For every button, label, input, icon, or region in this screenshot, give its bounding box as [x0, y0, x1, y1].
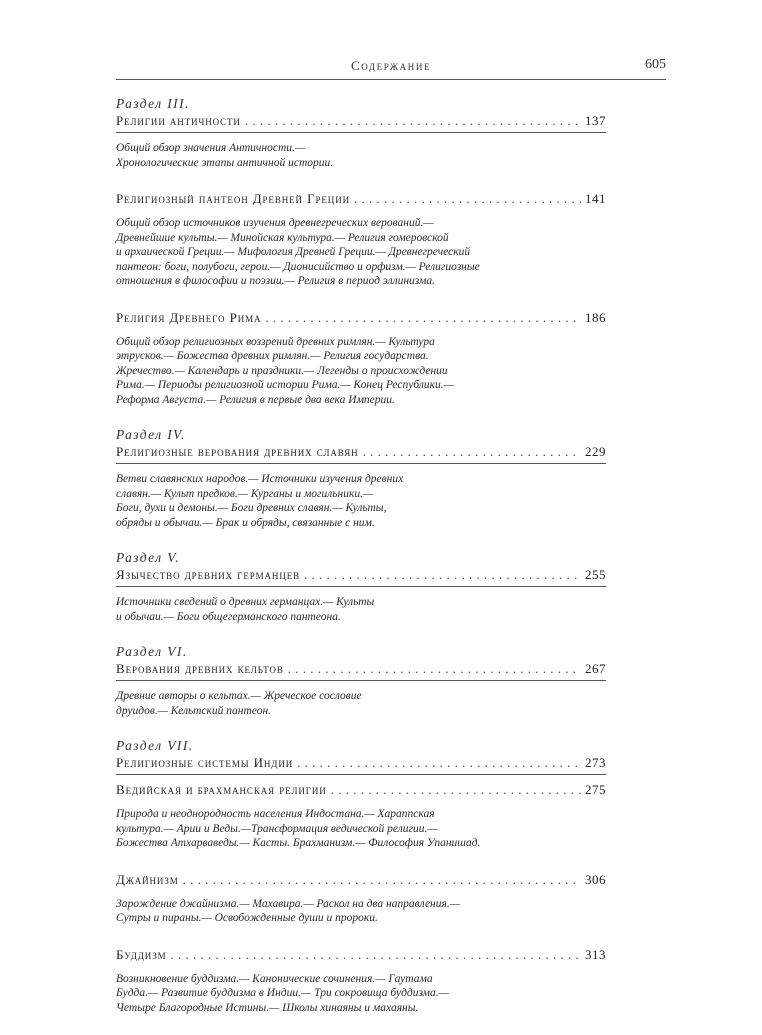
page-number: 605 — [645, 57, 666, 72]
section-label: Раздел IV. — [116, 427, 186, 442]
toc-line[interactable] — [116, 190, 606, 208]
description-line: Общий обзор источников изучения древнегреческих верований.— — [116, 217, 434, 229]
dot-leader — [331, 781, 581, 799]
description-line: славян.— Культ предков.— Курганы и могильники.— — [116, 487, 374, 500]
toc-title[interactable]: Религиозный пантеон Древней Греции — [116, 191, 351, 206]
toc-page-number: 186 — [585, 309, 606, 325]
toc-line[interactable] — [116, 443, 606, 464]
toc-page-number: 229 — [585, 444, 606, 459]
description-line: и архаической Греции.— Мифология Древней Греции.— Древнегреческий — [116, 246, 471, 258]
toc-title[interactable]: Буддизм — [116, 946, 167, 962]
toc-entry — [116, 427, 606, 530]
description-line: отношения в философии и поэзии.— Религия в период эллинизма. — [116, 275, 435, 287]
dot-leader — [171, 946, 581, 964]
description-line: Хронологические этапы античной истории. — [116, 156, 334, 169]
toc-page-number: 306 — [585, 871, 606, 887]
description-line: Четыре Благородные Истины.— Школы хинаяны и махаяны. — [116, 1001, 419, 1014]
header-rule — [116, 79, 666, 80]
dot-leader — [265, 309, 581, 327]
description-line: Источники сведений о древних германцах.— Культы — [116, 596, 375, 608]
description-line: Древнейшие культы.— Минойская культура.— Религия гомеровской — [116, 231, 449, 244]
toc-title[interactable]: Ведийская и брахманская религии — [116, 782, 327, 797]
dot-leader — [245, 112, 581, 130]
section-label: Раздел VII. — [116, 738, 194, 753]
toc-title[interactable]: Религии античности — [116, 113, 241, 128]
description-line: Рима.— Периоды религиозной истории Рима.— Конец Республики.— — [116, 379, 454, 391]
toc-description — [116, 595, 491, 624]
description-line: Возникновение буддизма.— Канонические сочинения.— Гаутама — [116, 972, 433, 985]
toc-entry — [116, 946, 606, 1016]
toc-entry — [116, 871, 606, 926]
dot-leader — [354, 190, 581, 208]
toc-line[interactable] — [116, 660, 606, 681]
toc-description — [116, 897, 491, 926]
description-line: Природа и неоднородность населения Индостана.— Хараппская — [116, 808, 435, 820]
dot-leader — [297, 754, 581, 772]
toc-entry — [116, 550, 606, 624]
toc-entry — [116, 781, 606, 851]
description-line: Общий обзор значения Античности.— — [116, 142, 306, 154]
description-line: Жречество.— Календарь и праздники.— Легенды о происхождении — [116, 364, 448, 377]
toc-title[interactable]: Религиозные верования древних славян — [116, 444, 359, 459]
toc-entry — [116, 96, 606, 170]
toc-description — [116, 807, 491, 851]
toc-line[interactable] — [116, 566, 606, 587]
description-line: Древние авторы о кельтах.— Жреческое сословие — [116, 690, 362, 702]
description-line: Зарождение джайнизма.— Махавира.— Раскол на два направления.— — [116, 897, 460, 910]
toc-page-number: 273 — [585, 755, 606, 770]
dot-leader — [363, 443, 581, 461]
toc-description — [116, 972, 491, 1016]
running-title: Содержание — [350, 58, 432, 73]
section-label: Раздел VI. — [116, 644, 188, 659]
toc-entry — [116, 738, 606, 775]
section-label: Раздел V. — [116, 550, 180, 565]
toc-line[interactable] — [116, 754, 606, 775]
toc-page-number: 255 — [585, 567, 606, 582]
toc-line[interactable] — [116, 112, 606, 133]
toc-description — [116, 335, 491, 408]
description-line: этрусков.— Божества древних римлян.— Религия государства. — [116, 350, 429, 362]
table-of-contents — [116, 96, 606, 1035]
dot-leader — [304, 566, 581, 584]
description-line: Будда.— Развитие буддизма в Индии.— Три сокровища буддизма.— — [116, 987, 449, 999]
toc-description — [116, 472, 491, 530]
toc-page-number: 267 — [585, 661, 606, 676]
description-line: культура.— Арии и Веды.—Трансформация ведической религии.— — [116, 822, 438, 835]
toc-page-number: 275 — [585, 782, 606, 797]
toc-entry — [116, 644, 606, 718]
description-line: обряды и обычаи.— Брак и обряды, связанные с ним. — [116, 516, 375, 529]
section-label: Раздел III. — [116, 96, 190, 111]
description-line: Ветви славянских народов.— Источники изучения древних — [116, 473, 404, 485]
toc-entry — [116, 309, 606, 408]
dot-leader — [288, 660, 581, 678]
toc-line[interactable] — [116, 871, 606, 889]
toc-title[interactable]: Религия Древнего Рима — [116, 309, 262, 325]
toc-title[interactable]: Язычество древних германцев — [116, 567, 301, 582]
toc-line[interactable] — [116, 781, 606, 799]
dot-leader — [183, 871, 581, 889]
description-line: Божества Атхарваведы.— Касты. Брахманизм.— Философия Упанишад. — [116, 837, 481, 849]
description-line: Боги, духи и демоны.— Боги древних славян.— Культы, — [116, 502, 387, 514]
toc-page-number: 137 — [585, 113, 606, 128]
description-line: Общий обзор религиозных воззрений древних римлян.— Культура — [116, 335, 435, 348]
toc-page-number: 313 — [585, 946, 606, 962]
description-line: и обычаи.— Боги общегерманского пантеона. — [116, 610, 341, 623]
toc-page-number: 141 — [585, 191, 606, 206]
description-line: Реформа Августа.— Религия в первые два века Империи. — [116, 393, 395, 406]
description-line: Сутры и пираны.— Освобожденные души и пророки. — [116, 912, 378, 924]
toc-title[interactable]: Джайнизм — [116, 871, 179, 887]
toc-description — [116, 141, 491, 170]
description-line: пантеон: боги, полубоги, герои.— Дионисийство и орфизм.— Религиозные — [116, 260, 480, 273]
toc-description — [116, 689, 491, 718]
toc-title[interactable]: Религиозные системы Индии — [116, 755, 294, 770]
toc-title[interactable]: Верования древних кельтов — [116, 661, 284, 676]
toc-entry — [116, 190, 606, 289]
running-head — [116, 58, 666, 80]
toc-line[interactable] — [116, 309, 606, 327]
toc-line[interactable] — [116, 946, 606, 964]
toc-description — [116, 216, 491, 289]
description-line: друидов.— Кельтский пантеон. — [116, 704, 272, 717]
